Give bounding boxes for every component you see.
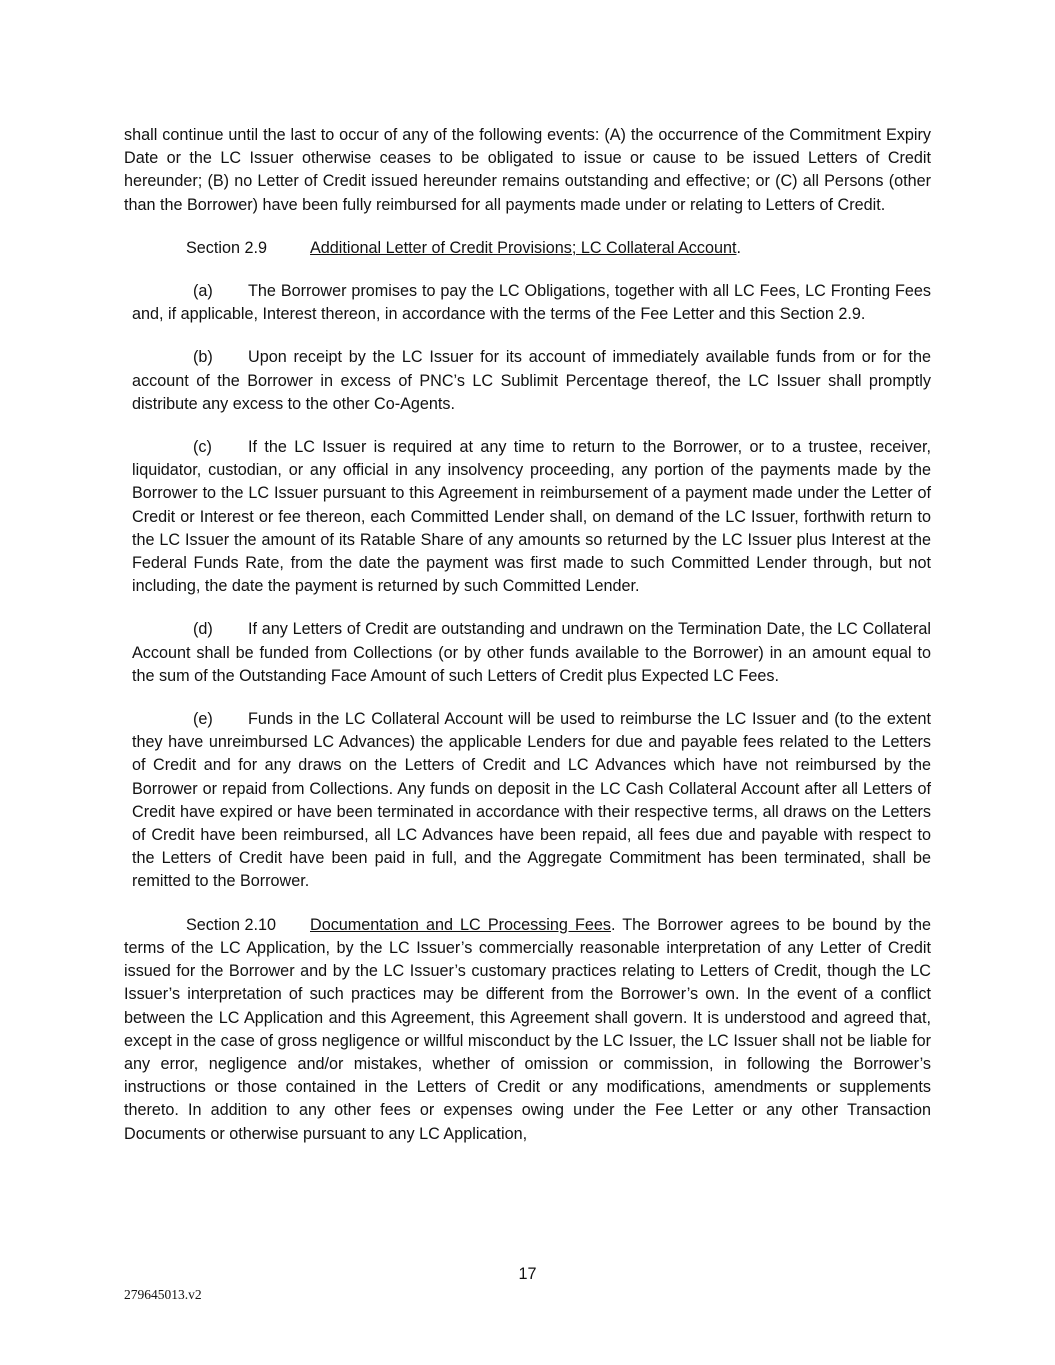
clause-a — [132, 280, 931, 326]
intro-paragraph: shall continue until the last to occur of any of the following events: (A) the occurrence of the Commitment Expiry Date or the LC Issuer otherwise ceases to be obligated to issue or cause to be issued Letters of Credit hereunder; (B) no Letter of Credit issued hereunder remains outstanding and effective; or (C) all Persons (other than the Borrower) have been fully reimbursed for all payments made under or relating to Letters of Credit. — [124, 126, 931, 214]
clause-c — [132, 436, 931, 598]
document-id: 279645013.v2 — [124, 1287, 202, 1302]
document-body — [124, 124, 931, 1146]
clause-text: The Borrower promises to pay the LC Obligations, together with all LC Fees, LC Fronting Fees and, if applicable, Interest thereon, in accordance with the terms of the Fee Letter and this Section 2.9. — [132, 282, 931, 324]
clause-label: (c) — [193, 438, 212, 457]
section-2-9-heading — [124, 237, 931, 260]
clause-label: (e) — [193, 710, 213, 729]
clause-label: (b) — [193, 348, 213, 367]
clause-e — [132, 708, 931, 894]
section-title-period: . — [736, 238, 741, 257]
clause-label: (d) — [193, 620, 213, 639]
clause-text: If any Letters of Credit are outstanding and undrawn on the Termination Date, the LC Collateral Account shall be funded from Collections (or by other funds available to the Borrower) in an amount equal to the sum of the Outstanding Face Amount of such Letters of Credit plus Expected LC Fees. — [132, 620, 931, 685]
section-title: Additional Letter of Credit Provisions; LC Collateral Account — [310, 238, 737, 257]
section-number: Section 2.10 — [186, 915, 276, 934]
section-number: Section 2.9 — [186, 238, 267, 257]
clause-text: Upon receipt by the LC Issuer for its account of immediately available funds from or for the account of the Borrower in excess of PNC’s LC Sublimit Percentage thereof, the LC Issuer shall promptly distribute any excess to the other Co-Agents. — [132, 348, 931, 413]
section-text: . The Borrower agrees to be bound by the terms of the LC Application, by the LC Issuer’s commercially reasonable interpretation of any Letter of Credit issued for the Borrower and by the LC Issuer’s customary practices relating to Letters of Credit, though the LC Issuer’s interpretation of such practices may be different from the Borrower’s own. In the event of a conflict between the LC Application and this Agreement, this Agreement shall govern. It is understood and agreed that, except in the case of gross negligence or willful misconduct by the LC Issuer, the LC Issuer shall not be liable for any error, negligence and/or mistakes, whether of omission or commission, in following the Borrower’s instructions or those contained in the Letters of Credit or any modifications, amendments or supplements thereto. In addition to any other fees or expenses owing under the Fee Letter or any other Transaction Documents or otherwise pursuant to any LC Application, — [124, 915, 931, 1143]
section-title: Documentation and LC Processing Fees — [310, 915, 611, 934]
section-2-10-paragraph — [124, 914, 931, 1146]
page-number: 17 — [518, 1265, 537, 1283]
clause-text: Funds in the LC Collateral Account will be used to reimburse the LC Issuer and (to the extent they have unreimbursed LC Advances) the applicable Lenders for due and payable fees related to the Letters of Credit and for any draws on the Letters of Credit and LC Advances which have not reimbursed by the Borrower or repaid from Collections. Any funds on deposit in the LC Cash Collateral Account after all Letters of Credit have expired or have been terminated in accordance with their respective terms, all draws on the Letters of Credit have been reimbursed, all LC Advances have been repaid, all fees due and payable with respect to the Letters of Credit have been paid in full, and the Aggregate Commitment has been terminated, shall be remitted to the Borrower. — [132, 710, 931, 891]
clause-label: (a) — [193, 282, 213, 301]
clause-d — [132, 618, 931, 688]
clause-text: If the LC Issuer is required at any time to return to the Borrower, or to a trustee, receiver, liquidator, custodian, or any official in any insolvency proceeding, any portion of the payments made by the Borrower to the LC Issuer pursuant to this Agreement in reimbursement of a payment made under the Letter of Credit or Interest or fee thereon, each Committed Lender shall, on demand of the LC Issuer, forthwith return to the LC Issuer the amount of its Ratable Share of any amounts so returned by the LC Issuer plus Interest at the Federal Funds Rate, from the date the payment was first made to such Committed Lender through, but not including, the date the payment is returned by such Committed Lender. — [132, 438, 931, 596]
clause-b — [132, 346, 931, 416]
